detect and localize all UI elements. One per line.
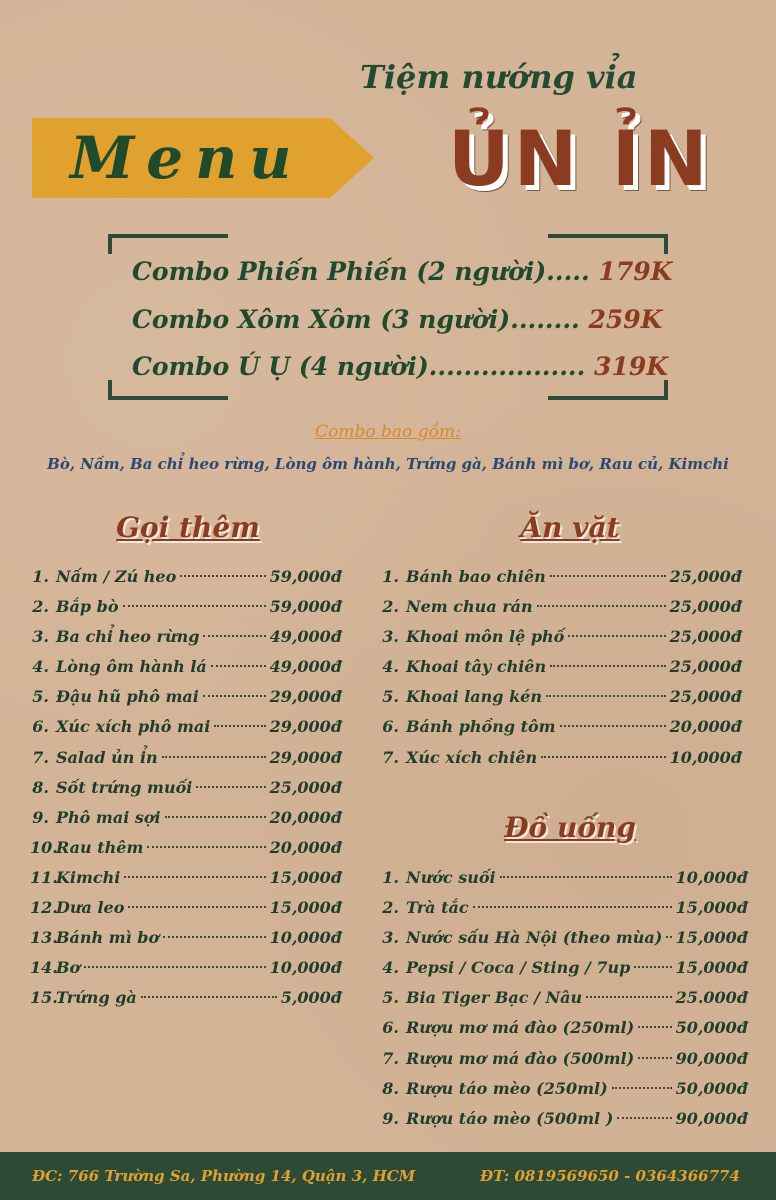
item-leader [163,936,265,938]
item-number: 4. [32,657,49,677]
menu-item [378,923,748,953]
footer-phone: ĐT: 0819569650 - 0364366774 [480,1167,740,1185]
item-name: Dưa leo [56,898,125,918]
item-name: Rượu mơ má đào (250ml) [406,1018,635,1038]
item-name: Khoai lang kén [406,687,542,707]
item-leader [147,846,265,848]
do-uong-list [378,863,748,1134]
item-leader [84,966,265,968]
item-name: Ba chỉ heo rừng [56,627,200,647]
menu-item [378,893,748,923]
combo-dots: .................. [428,352,586,381]
item-number: 3. [382,627,399,647]
item-leader [634,966,671,968]
item-price: 49,000đ [269,657,342,677]
item-leader [124,876,265,878]
item-name: Khoai tây chiên [406,657,547,677]
item-price: 50,000đ [675,1018,748,1038]
combo-item [132,298,672,342]
menu-item [30,652,342,682]
item-leader [612,1087,672,1089]
menu-item [378,592,742,622]
item-leader [128,906,265,908]
menu-title: Menu [70,124,304,192]
item-number: 5. [382,988,399,1008]
item-number: 12. [30,898,58,918]
menu-item [30,863,342,893]
menu-item [30,833,342,863]
item-leader [568,635,665,637]
item-price: 15,000đ [269,898,342,918]
item-number: 13. [30,928,58,948]
item-price: 15,000đ [675,928,748,948]
combo-price: 259K [588,305,663,334]
combo-includes-title: Combo bao gồm: [315,422,461,442]
item-number: 7. [382,747,399,767]
item-leader [550,575,666,577]
item-name: Kimchi [56,867,121,887]
item-leader [203,635,265,637]
item-price: 25.000đ [675,988,748,1008]
item-number: 6. [382,1018,399,1038]
item-number: 4. [382,657,399,677]
item-number: 2. [382,597,399,617]
item-price: 59,000đ [269,597,342,617]
menu-item [378,712,742,742]
item-leader [211,665,266,667]
item-name: Lòng ôm hành lá [56,657,207,677]
item-price: 20,000đ [669,717,742,737]
menu-item [378,1044,748,1074]
menu-item [378,863,748,893]
item-leader [196,786,265,788]
menu-item [30,712,342,742]
item-price: 25,000đ [669,687,742,707]
item-name: Xúc xích chiên [406,747,538,767]
item-price: 50,000đ [675,1078,748,1098]
section-title-an-vat: Ăn vặt [520,511,620,544]
combo-price: 179K [598,257,673,286]
menu-item [30,562,342,592]
item-leader [500,876,672,878]
combo-price: 319K [594,352,668,381]
menu-item [30,682,342,712]
item-number: 8. [382,1078,399,1098]
item-price: 10,000đ [269,958,342,978]
item-leader [546,695,666,697]
item-name: Bánh mì bơ [56,928,160,948]
item-name: Nấm / Zú heo [56,567,177,586]
item-number: 9. [32,807,49,827]
item-number: 4. [382,958,399,978]
item-leader [473,906,672,908]
menu-item [378,622,742,652]
item-leader [617,1117,671,1119]
item-price: 29,000đ [269,717,342,737]
menu-item [378,983,748,1013]
item-name: Bắp bò [56,597,119,617]
item-leader [550,665,665,667]
item-price: 25,000đ [669,597,742,617]
combo-dots: ........ [510,305,580,334]
item-price: 20,000đ [269,837,342,857]
section-title-do-uong: Đồ uống [504,811,636,844]
item-number: 1. [382,567,399,586]
item-number: 3. [32,627,49,647]
item-number: 11. [30,867,58,887]
item-name: Bánh bao chiên [406,567,546,586]
item-leader [180,575,265,577]
item-number: 8. [32,777,49,797]
item-number: 1. [32,567,49,586]
menu-item [30,953,342,983]
menu-item [30,743,342,773]
item-price: 25,000đ [669,567,742,586]
item-number: 14. [30,958,58,978]
item-leader [123,605,266,607]
item-number: 2. [382,898,399,918]
item-number: 7. [382,1048,399,1068]
item-leader [638,1057,671,1059]
menu-item [378,1074,748,1104]
item-price: 90,000đ [675,1108,748,1128]
item-number: 5. [32,687,49,707]
menu-item [30,983,342,1013]
item-number: 9. [382,1108,399,1128]
shop-name: ỦN ỈN [448,114,712,203]
item-leader [541,756,665,758]
menu-item [378,1104,748,1134]
item-price: 90,000đ [675,1048,748,1068]
item-number: 7. [32,747,49,767]
item-name: Nem chua rán [406,597,533,617]
combo-label: Combo Phiến Phiến (2 người) [132,257,547,286]
item-price: 25,000đ [669,627,742,647]
item-leader [666,936,671,938]
item-name: Rau thêm [56,837,144,857]
item-name: Nước sấu Hà Nội (theo mùa) [406,928,663,948]
an-vat-list [378,562,742,773]
item-price: 29,000đ [269,747,342,767]
item-leader [141,996,277,998]
combo-label: Combo Xôm Xôm (3 người) [132,305,511,334]
item-name: Sốt trứng muối [56,777,193,797]
menu-item [30,803,342,833]
item-number: 6. [32,717,49,737]
item-name: Trứng gà [56,988,137,1008]
item-price: 10,000đ [675,868,748,887]
item-number: 10. [30,837,58,857]
goi-them-list [30,562,342,1013]
menu-item [30,893,342,923]
item-price: 5,000đ [280,988,342,1008]
menu-item [378,953,748,983]
menu-item [30,923,342,953]
menu-item [30,622,342,652]
section-title-goi-them: Gọi thêm [116,511,260,544]
item-number: 2. [32,597,49,617]
item-name: Salad ủn ỉn [56,747,158,767]
item-number: 1. [382,868,399,887]
item-number: 5. [382,687,399,707]
item-leader [638,1026,671,1028]
combo-dots: ..... [546,257,590,286]
item-price: 25,000đ [269,777,342,797]
item-price: 10,000đ [669,747,742,767]
item-price: 49,000đ [269,627,342,647]
combo-label: Combo Ú Ụ (4 người) [132,352,429,381]
item-leader [560,725,666,727]
menu-item [378,652,742,682]
menu-item [378,1013,748,1043]
combo-item [132,345,672,389]
item-leader [203,695,266,697]
item-name: Rượu mơ má đào (500ml) [406,1048,635,1068]
item-name: Rượu táo mèo (500ml ) [406,1108,614,1128]
item-leader [537,605,666,607]
item-price: 15,000đ [675,958,748,978]
item-name: Xúc xích phô mai [56,717,211,737]
menu-item [30,592,342,622]
menu-item [378,562,742,592]
menu-item [378,743,742,773]
item-name: Bánh phồng tôm [406,717,556,737]
item-leader [214,725,265,727]
item-name: Trà tắc [406,898,469,918]
item-price: 25,000đ [669,657,742,677]
item-number: 6. [382,717,399,737]
footer-address: ĐC: 766 Trường Sa, Phường 14, Quận 3, HCM [32,1167,416,1185]
menu-item [378,682,742,712]
item-name: Khoai môn lệ phố [406,627,565,647]
item-price: 10,000đ [269,928,342,948]
item-name: Nước suối [406,868,496,887]
item-number: 3. [382,928,399,948]
item-name: Bơ [56,958,81,978]
item-name: Bia Tiger Bạc / Nâu [406,988,583,1008]
item-number: 15. [30,988,58,1008]
shop-tagline: Tiệm nướng vỉa [360,58,638,96]
item-name: Pepsi / Coca / Sting / 7up [406,958,631,978]
menu-item [30,773,342,803]
item-price: 15,000đ [269,867,342,887]
item-price: 29,000đ [269,687,342,707]
item-price: 20,000đ [269,807,342,827]
combo-item [132,250,672,294]
item-price: 59,000đ [269,567,342,586]
combo-includes-list: Bò, Nấm, Ba chỉ heo rừng, Lòng ôm hành, Trứng gà, Bánh mì bơ, Rau củ, Kimchi [47,455,729,473]
item-price: 15,000đ [675,898,748,918]
item-name: Rượu táo mèo (250ml) [406,1078,608,1098]
item-leader [162,756,266,758]
item-name: Phô mai sợi [56,807,161,827]
item-leader [586,996,671,998]
item-leader [165,816,266,818]
item-name: Đậu hũ phô mai [56,687,199,707]
